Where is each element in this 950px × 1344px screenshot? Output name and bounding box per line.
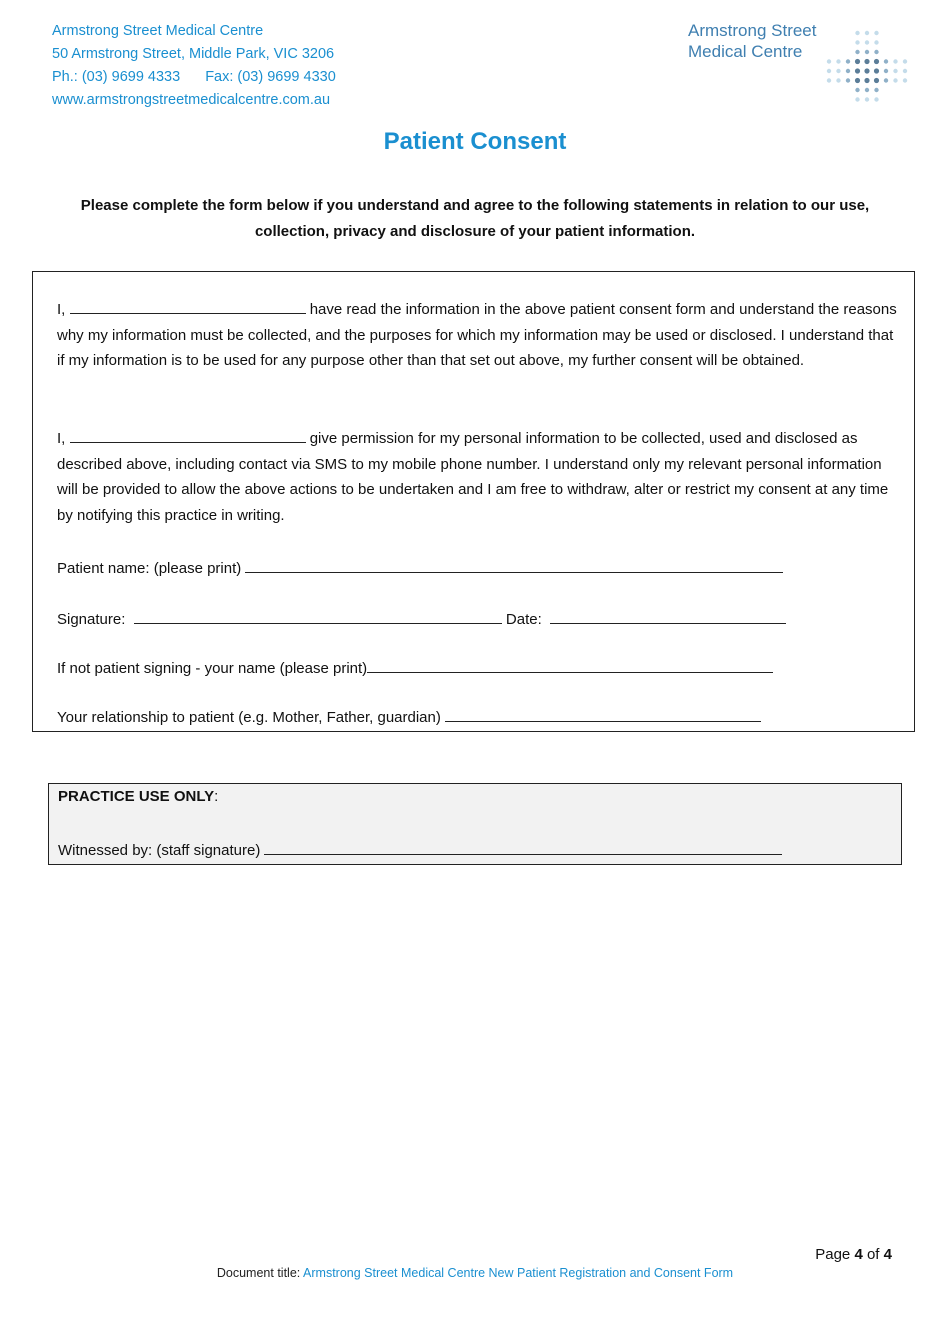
page-total: 4 [883,1246,892,1263]
logo-dot [836,78,840,82]
signature-label: Signature: [57,611,126,628]
alt-signer-label: If not patient signing - your name (please print) [57,660,368,677]
logo-dot [864,78,869,83]
logo-dot [846,78,850,82]
logo-dot [874,50,878,54]
logo-dot [865,40,869,44]
logo-dot [874,78,879,83]
logo-dot [865,97,869,101]
intro-text: Please complete the form below if you understand and agree to the following statements in relation to our use, collection, privacy and disclosure of your patient information. [80,197,870,240]
practice-use-colon: : [214,788,219,805]
practice-fax: Fax: (03) 9699 4330 [205,69,336,85]
logo-wordmark [688,20,817,62]
logo-dot [903,78,907,82]
logo-dot [865,50,869,54]
logo-dot [874,68,879,73]
practice-use-heading [58,788,218,805]
logo-line-2: Medical Centre [688,42,803,61]
practice-use-title: PRACTICE USE ONLY [58,788,215,805]
logo-dot [846,69,850,73]
logo-dot [855,88,859,92]
practice-use-box [48,783,902,865]
relationship-field[interactable] [445,705,761,722]
logo-dot [865,88,869,92]
statement-1-text: have read the information in the above patient consent form and understand the reasons why my information must be collected, and the purposes for which my information may be used or disclosed. I understand that if my information is to be used for any purpose other than that set out above, my further consent will be obtained. [57,301,897,370]
patient-name-field[interactable] [245,556,783,573]
logo-dot [884,78,888,82]
logo-dot [836,59,840,63]
doc-title-label: Document title: [216,1266,301,1280]
logo-dot [903,59,907,63]
name-blank-1[interactable] [70,297,306,314]
logo-line-1: Armstrong Street [688,21,817,40]
date-label: Date: [505,611,542,628]
consent-statement-2 [57,426,897,529]
consent-statement-1 [57,297,897,374]
practice-name: Armstrong Street Medical Centre [52,23,264,39]
logo-dot [855,31,859,35]
logo-dot [855,97,859,101]
practice-website[interactable]: www.armstrongstreetmedicalcentre.com.au [52,92,331,108]
logo-dot [874,31,878,35]
medical-cross-logo-icon [824,28,908,110]
logo-dot [864,59,869,64]
doc-title: Armstrong Street Medical Centre New Patient Registration and Consent Form [303,1266,734,1280]
document-title-footer [0,1266,950,1280]
witness-signature-field[interactable] [264,838,782,855]
logo-dot [855,68,860,73]
alt-signer-field[interactable] [367,656,773,673]
logo-dot [855,78,860,83]
practice-phone-fax [52,66,336,89]
logo-dot [903,69,907,73]
alt-signer-row [57,656,817,680]
logo-dot [874,40,878,44]
logo-dot [836,69,840,73]
logo-dot [893,69,897,73]
logo-dot [865,31,869,35]
practice-address: 50 Armstrong Street, Middle Park, VIC 3206 [52,46,335,62]
statement-1-prefix: I, [57,301,66,318]
practice-phone: Ph.: (03) 9699 4333 [52,69,181,85]
logo-dot [855,50,859,54]
logo-dot [893,78,897,82]
consent-form-box [32,271,915,732]
logo-dot [855,59,860,64]
witness-label: Witnessed by: (staff signature) [58,842,261,859]
patient-name-label: Patient name: (please print) [57,560,242,577]
witness-row [58,838,782,859]
relationship-row [57,705,817,729]
logo-dot [864,68,869,73]
logo-dot [874,97,878,101]
logo-dot [827,59,831,63]
practice-contact-block [52,20,336,112]
patient-name-row [57,556,817,580]
signature-field[interactable] [134,607,502,624]
logo-dot [874,59,879,64]
logo-dot [893,59,897,63]
logo-dot [827,69,831,73]
date-field[interactable] [550,607,786,624]
page-label: Page [815,1246,851,1263]
relationship-label: Your relationship to patient (e.g. Mother, Father, guardian) [57,709,441,726]
page-current: 4 [854,1246,863,1263]
page-number [815,1246,892,1263]
logo-dot [884,59,888,63]
name-blank-2[interactable] [70,426,306,443]
page-title: Patient Consent [383,128,567,155]
logo-dot [846,59,850,63]
statement-2-prefix: I, [57,430,66,447]
logo-dot [884,69,888,73]
logo-dot [874,88,878,92]
logo-dot [827,78,831,82]
signature-row [57,607,817,631]
statement-2-text: give permission for my personal information to be collected, used and disclosed as described above, including contact via SMS to my mobile phone number. I understand only my relevant personal information will be provided to allow the above actions to be undertaken and I am free to withdraw, alter or restrict my consent at any time by notifying this practice in writing. [57,430,889,525]
page-of: of [866,1246,880,1263]
logo-dot [855,40,859,44]
